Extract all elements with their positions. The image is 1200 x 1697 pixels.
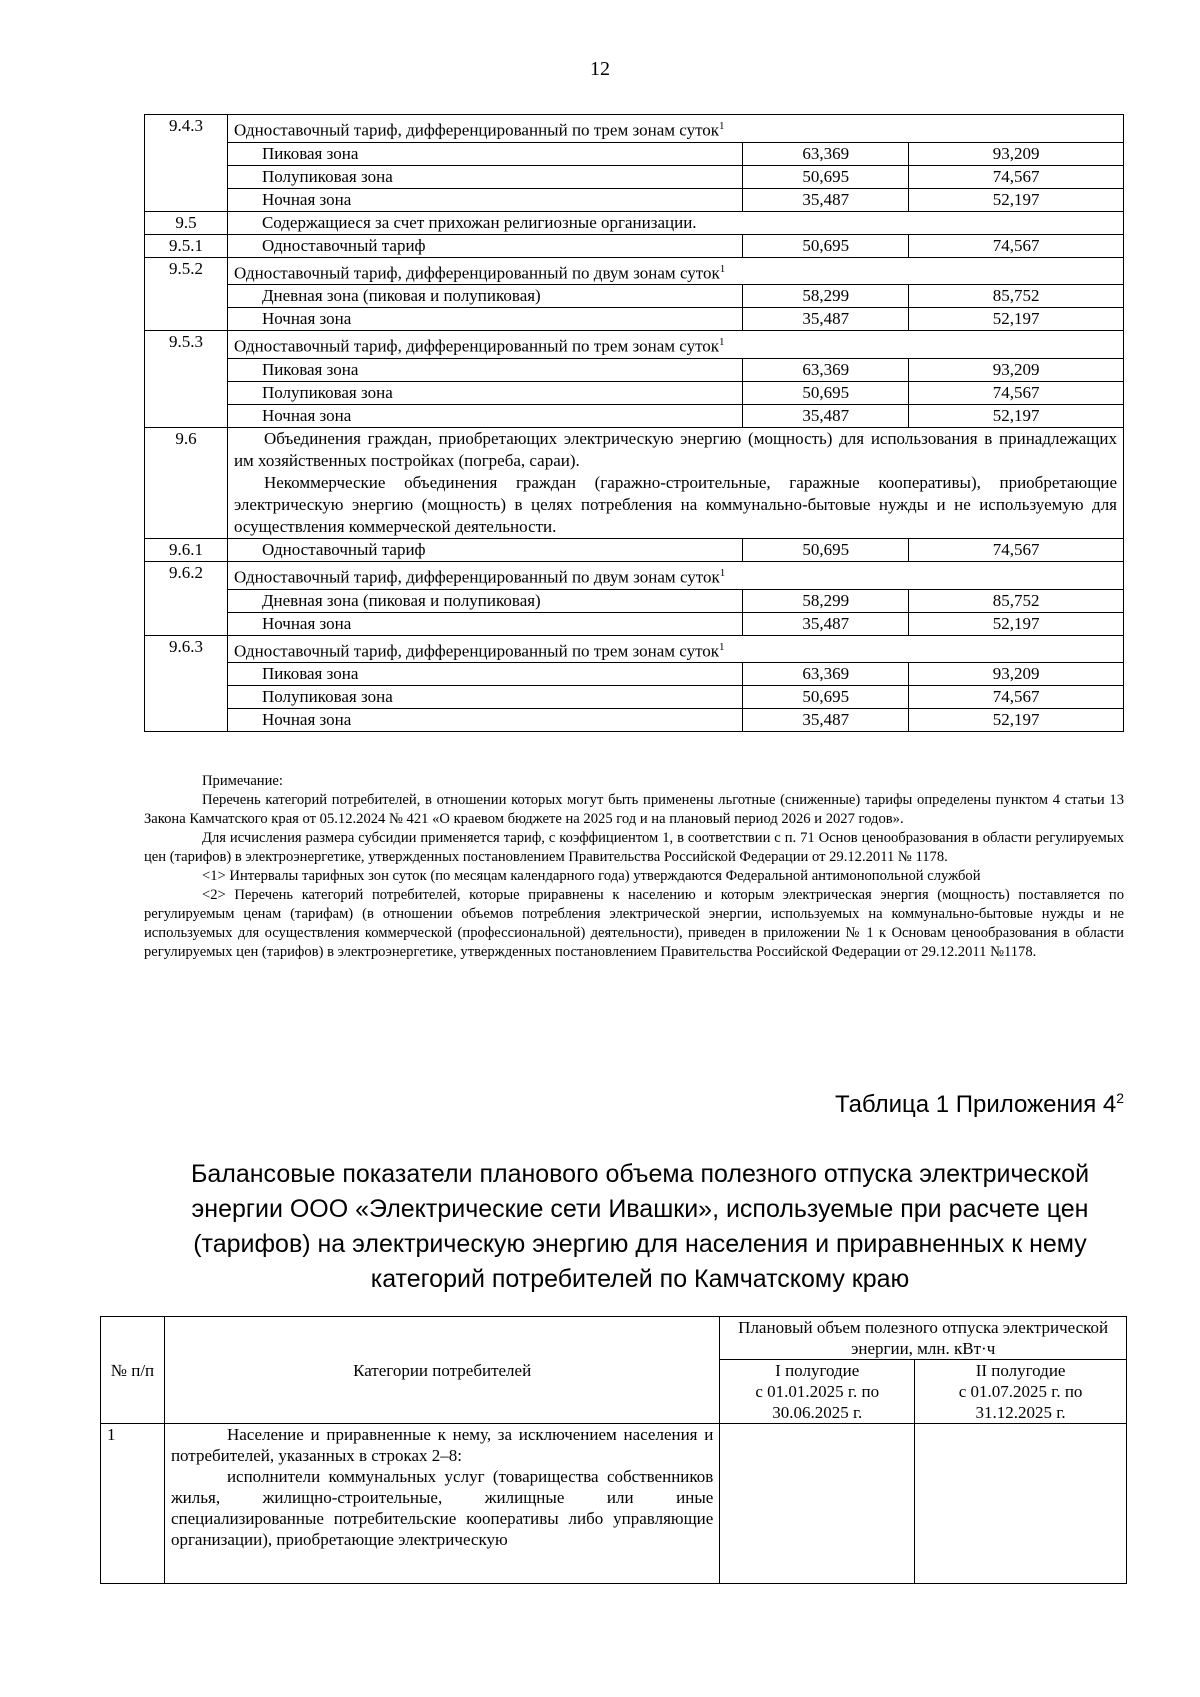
col-volume-header: Плановый объем полезного отпуска электрической энергии, млн. кВт·ч [720, 1317, 1127, 1360]
row-number: 9.5.1 [145, 234, 228, 257]
tariff-row [145, 381, 1124, 404]
note-paragraph: Для исчисления размера субсидии применяется тариф, с коэффициентом 1, в соответствии с п. 71 Основ ценообразования в области регулируемых цен (тарифов) в электроэнергетике, утвержденных постановлением Правительства Российской Федерации от 29.12.2011 № 1178. [144, 830, 1124, 865]
tariff-group-label: Одноставочный тариф, дифференцированный по трем зонам суток$^1$ [227, 115, 1123, 143]
tariff-row [145, 635, 1124, 663]
value-half1: 58,299 [743, 285, 909, 308]
value-half2: 85,752 [909, 589, 1124, 612]
zone-label: Пиковая зона [227, 142, 742, 165]
row-category-p2: исполнители коммунальных услуг (товарищества собственников жилья, жилищно-строительные, жилищные или иные специализированные потребительские кооперативы либо управляющие организации), приобретающие электрическую [170, 1467, 714, 1549]
tariff-row [145, 427, 1124, 538]
tariff-group-label: Одноставочный тариф, дифференцированный по двум зонам суток$^1$ [227, 257, 1123, 285]
half2-label: II полугодие [975, 1361, 1066, 1380]
row-number: 9.6.2 [145, 561, 228, 635]
value-half2: 74,567 [909, 686, 1124, 709]
value-half1: 50,695 [743, 381, 909, 404]
tariff-row [145, 257, 1124, 285]
note-paragraph: <2> Перечень категорий потребителей, которые приравнены к населению и которым электрическая энергия (мощность) поставляется по регулируемым ценам (тарифам) (в отношении объемов потребления электрической энергии, используемых на коммунально-бытовые нужды и не используемых для осуществления коммерческой (профессиональной) деятельности), приведен в приложении № 1 к Основам ценообразования в области регулируемых цен (тарифов) в электроэнергетике, утвержденных постановлением Правительства Российской Федерации от 29.12.2011 №1178. [144, 887, 1124, 960]
row-number: 9.4.3 [145, 115, 228, 212]
tariff-row [145, 612, 1124, 635]
zone-label: Ночная зона [227, 612, 742, 635]
value-half2: 52,197 [909, 709, 1124, 732]
section-paragraph: Некоммерческие объединения граждан (гаражно-строительные, гаражные кооперативы), приобретающие электрическую энергию (мощность) в целях потребления на коммунально-бытовые нужды и не используемую для осуществления коммерческой деятельности. [233, 472, 1117, 536]
value-half2: 52,197 [909, 404, 1124, 427]
zone-label: Пиковая зона [227, 663, 742, 686]
table-caption-text: Таблица 1 Приложения 4 [834, 1091, 1117, 1118]
value-half1: 50,695 [743, 234, 909, 257]
half1-period: с 01.01.2025 г. по 30.06.2025 г. [755, 1382, 880, 1422]
tariff-table [144, 114, 1124, 732]
row-number: 9.6 [145, 427, 228, 538]
tariff-row [145, 331, 1124, 359]
notes-title: Примечание: [202, 773, 283, 789]
half2-period: с 01.07.2025 г. по 31.12.2025 г. [958, 1382, 1083, 1422]
zone-label: Полупиковая зона [227, 381, 742, 404]
zone-label: Ночная зона [227, 404, 742, 427]
tariff-row [145, 561, 1124, 589]
value-half2: 52,197 [909, 188, 1124, 211]
tariff-row [145, 686, 1124, 709]
value-half2: 52,197 [909, 308, 1124, 331]
zone-label: Дневная зона (пиковая и полупиковая) [227, 589, 742, 612]
tariff-row [145, 358, 1124, 381]
tariff-row [145, 663, 1124, 686]
footnote-mark: 1 [719, 262, 726, 275]
value-half2: 74,567 [909, 381, 1124, 404]
row-half1-value [720, 1424, 915, 1584]
row-number: 9.5.2 [145, 257, 228, 331]
tariff-row [145, 142, 1124, 165]
half2-header [915, 1360, 1127, 1424]
row-number: 9.5 [145, 211, 228, 234]
zone-label: Пиковая зона [227, 358, 742, 381]
tariff-row [145, 538, 1124, 561]
tariff-row [145, 188, 1124, 211]
tariff-row [145, 285, 1124, 308]
notes [144, 772, 1124, 962]
zone-label: Ночная зона [227, 308, 742, 331]
value-half2: 93,209 [909, 663, 1124, 686]
zone-label: Ночная зона [227, 709, 742, 732]
tariff-row [145, 115, 1124, 143]
row-num: 1 [101, 1424, 165, 1584]
row-number: 9.6.3 [145, 635, 228, 732]
value-half1: 35,487 [743, 404, 909, 427]
tariff-row [145, 709, 1124, 732]
value-half1: 35,487 [743, 308, 909, 331]
tariff-group-label: Одноставочный тариф, дифференцированный по двум зонам суток$^1$ [227, 561, 1123, 589]
half1-label: I полугодие [775, 1361, 860, 1380]
half1-header [720, 1360, 915, 1424]
footnote-mark: 1 [719, 640, 725, 653]
col-category-header: Категории потребителей [164, 1317, 719, 1424]
section-label: Содержащиеся за счет прихожан религиозные организации. [227, 211, 1123, 234]
value-half1: 63,369 [743, 142, 909, 165]
footnote-mark: 1 [719, 336, 725, 349]
table-caption [0, 1090, 1124, 1119]
value-half1: 63,369 [743, 663, 909, 686]
value-half1: 35,487 [743, 612, 909, 635]
page-number: 12 [590, 58, 610, 80]
value-half2: 74,567 [909, 538, 1124, 561]
value-half1: 35,487 [743, 709, 909, 732]
tariff-label: Одноставочный тариф [227, 538, 742, 561]
document-heading: Балансовые показатели планового объема полезного отпуска электрической энергии ООО «Электрические сети Ивашки», используемые при расчете цен (тарифов) на электрическую энергию для населения и приравненных к нему категорий потребителей по Камчатскому краю [190, 1160, 1090, 1293]
tariff-group-label: Одноставочный тариф, дифференцированный по трем зонам суток$^1$ [227, 635, 1123, 663]
tariff-group-label: Одноставочный тариф, дифференцированный по трем зонам суток$^1$ [227, 331, 1123, 359]
tariff-row [145, 308, 1124, 331]
tariff-row [145, 211, 1124, 234]
section-paragraph: Объединения граждан, приобретающих электрическую энергию (мощность) для использования в принадлежащих им хозяйственных постройках (погреба, сараи). [233, 428, 1117, 470]
footnote-mark: 1 [719, 566, 726, 579]
balance-table [100, 1316, 1127, 1584]
row-half2-value [915, 1424, 1127, 1584]
row-number: 9.6.1 [145, 538, 228, 561]
row-number: 9.5.3 [145, 331, 228, 428]
row-category-p1: Население и приравненные к нему, за исключением населения и потребителей, указанных в строках 2–8: [170, 1425, 714, 1465]
zone-label: Полупиковая зона [227, 686, 742, 709]
col-num-header: № п/п [101, 1317, 165, 1424]
value-half1: 58,299 [743, 589, 909, 612]
tariff-row [145, 234, 1124, 257]
zone-label: Полупиковая зона [227, 165, 742, 188]
zone-label: Ночная зона [227, 188, 742, 211]
tariff-row [145, 165, 1124, 188]
note-paragraph: Перечень категорий потребителей, в отношении которых могут быть применены льготные (сниженные) тарифы определены пунктом 4 статьи 13 Закона Камчатского края от 05.12.2024 № 421 «О краевом бюджете на 2025 год и на плановый период 2026 и 2027 годов». [144, 792, 1124, 827]
zone-label: Дневная зона (пиковая и полупиковая) [227, 285, 742, 308]
row-category [164, 1424, 719, 1584]
value-half2: 85,752 [909, 285, 1124, 308]
value-half1: 50,695 [743, 165, 909, 188]
value-half1: 50,695 [743, 686, 909, 709]
note-paragraph: <1> Интервалы тарифных зон суток (по месяцам календарного года) утверждаются Федеральной антимонопольной службой [202, 868, 981, 884]
value-half2: 93,209 [909, 358, 1124, 381]
value-half2: 93,209 [909, 142, 1124, 165]
tariff-row [145, 404, 1124, 427]
value-half1: 50,695 [743, 538, 909, 561]
table-caption-sup: 2 [1116, 1090, 1124, 1106]
tariff-row [145, 589, 1124, 612]
footnote-mark: 1 [719, 120, 725, 132]
section-description [227, 427, 1123, 538]
value-half2: 74,567 [909, 165, 1124, 188]
value-half1: 63,369 [743, 358, 909, 381]
tariff-label: Одноставочный тариф [227, 234, 742, 257]
value-half2: 74,567 [909, 234, 1124, 257]
value-half1: 35,487 [743, 188, 909, 211]
value-half2: 52,197 [909, 612, 1124, 635]
